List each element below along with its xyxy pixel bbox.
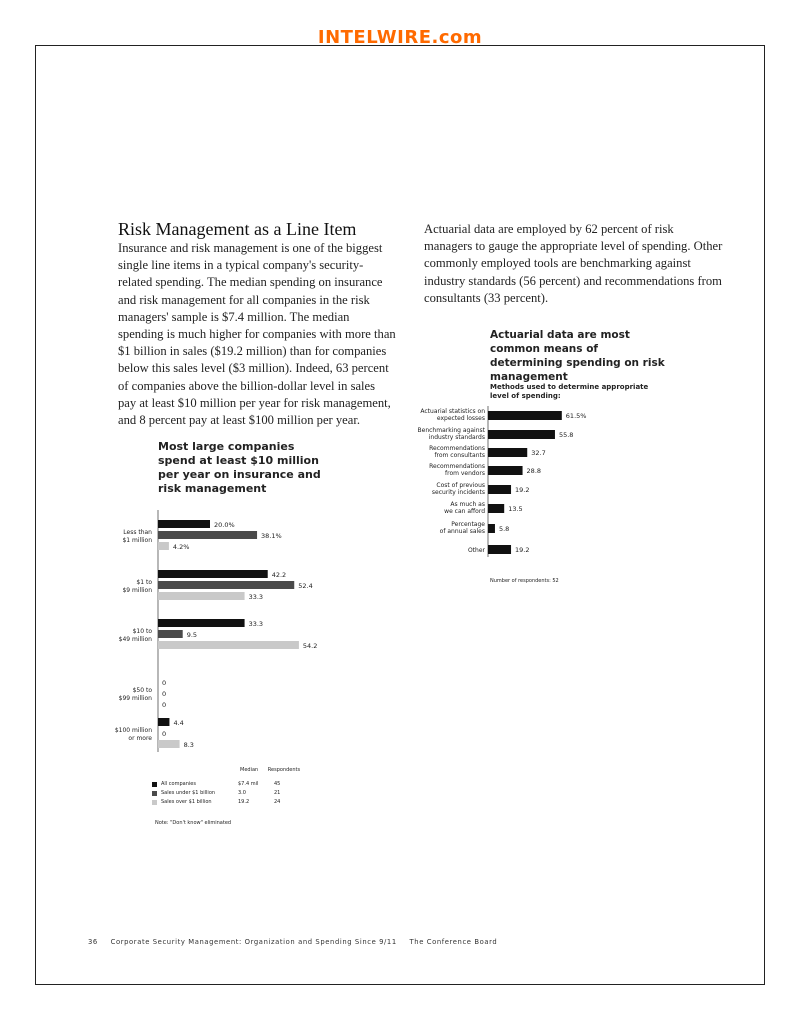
footer-page-number: 36	[88, 938, 98, 946]
chart1-value-label: 38.1%	[261, 532, 282, 540]
chart2-bar	[488, 485, 511, 494]
chart1-value-label: 4.4	[173, 719, 184, 727]
right-paragraph: Actuarial data are employed by 62 percent of risk managers to gauge the appropriate level of spending. Other commonly employed tools are benchmarking against industry standards (56 percent) and recommendations from consultants (33 percent).	[424, 222, 723, 305]
chart1-value-label: 8.3	[183, 741, 194, 749]
legend-respondents: 24	[274, 799, 281, 805]
footer-publication: Corporate Security Management: Organization and Spending Since 9/11	[110, 938, 397, 946]
chart2-value-label: 19.2	[515, 546, 530, 554]
chart2-category-label: of annual sales	[439, 528, 485, 535]
chart2-bar	[488, 545, 511, 554]
section-title: Risk Management as a Line Item	[118, 219, 357, 239]
chart2-value-label: 5.8	[498, 525, 510, 533]
chart2-category-label: we can afford	[444, 508, 485, 515]
chart1-category-label: $9 million	[122, 587, 152, 594]
chart1-value-label: 9.5	[186, 631, 198, 639]
chart2-value-label: 32.7	[531, 449, 546, 457]
legend-median: 3.0	[238, 790, 246, 796]
chart1-category-label: $10 to	[132, 628, 152, 635]
chart1-bar	[158, 740, 180, 748]
chart1-value-label: 4.2%	[172, 543, 190, 551]
chart1-title: Most large companies spend at least $10 million per year on insurance and risk management	[158, 440, 321, 495]
chart1-bar	[158, 520, 210, 528]
chart1-value-label: 52.4	[298, 582, 313, 590]
chart2-title: Actuarial data are most common means of determining spending on risk management	[490, 329, 665, 383]
chart2-bar	[488, 411, 562, 420]
chart1-bar	[158, 542, 169, 550]
legend-row-over	[152, 799, 352, 807]
chart1-bar	[158, 641, 299, 649]
chart1-category-label: $50 to	[132, 687, 152, 694]
chart2-category-label: As much as	[450, 501, 485, 508]
chart2-category-label: Benchmarking against	[417, 427, 485, 434]
chart1-bar	[158, 592, 245, 600]
chart1-bar	[158, 619, 245, 627]
chart2-category-label: industry standards	[428, 434, 485, 441]
chart1-value-label: 0	[162, 701, 167, 709]
chart1-category-label: $1 to	[136, 579, 152, 586]
legend-header-median: Median	[240, 767, 259, 773]
chart2-subtitle: Methods used to determine appropriate level of spending:	[490, 383, 649, 400]
chart2-bar	[488, 448, 527, 457]
legend-name: Sales under $1 billion	[161, 790, 216, 796]
left-paragraph: Insurance and risk management is one of the biggest single line items in a typical company's security-related spending. The median spending on insurance and risk management for all companies in the risk managers' sample is $7.4 million. The median spending is much higher for companies with more than $1 billion in sales ($19.2 million) than for companies below this sales level ($3 million). Indeed, 63 percent of companies above the billion-dollar level in sales pay at least $10 million per year for risk management, and 8 percent pay at least $100 million per year.	[118, 241, 396, 428]
footer-publisher: The Conference Board	[409, 938, 498, 946]
chart2-respondents-note: Number of respondents: 52	[490, 578, 559, 584]
chart1-category-label: $99 million	[118, 695, 152, 702]
chart1-bar	[158, 718, 169, 726]
chart2-category-label: Cost of previous	[436, 482, 485, 489]
chart1-value-label: 33.3	[248, 593, 264, 601]
chart1-value-label: 20.0%	[214, 521, 235, 529]
page-footer	[88, 938, 507, 946]
chart1-value-label: 42.2	[271, 571, 287, 579]
chart1-category-label: Less than	[123, 529, 152, 536]
chart1-category-label: $49 million	[118, 636, 152, 643]
chart2-value-label: 19.2	[515, 486, 530, 494]
legend-respondents: 45	[274, 781, 281, 787]
chart1-bar	[158, 581, 294, 589]
chart2-value-label: 61.5%	[565, 412, 587, 420]
watermark: INTELWIRE.com	[317, 27, 483, 48]
chart2-bar	[488, 466, 523, 475]
chart2-category-label: Actuarial statistics on	[420, 408, 485, 415]
chart1-category-label: $1 million	[122, 537, 152, 544]
chart2-value-label: 28.8	[526, 467, 542, 475]
legend-median: 19.2	[238, 799, 250, 805]
chart1-value-label: 0	[162, 730, 167, 738]
chart1-bar	[158, 531, 257, 539]
legend-respondents: 21	[274, 790, 281, 796]
chart2-category-label: from vendors	[445, 470, 485, 477]
chart2-value-label: 55.8	[558, 431, 574, 439]
legend-swatch-under	[152, 791, 157, 796]
legend-median: $7.4 mil	[238, 781, 259, 787]
chart1-legend-headers	[240, 767, 300, 773]
chart1-value-label: 0	[162, 679, 167, 687]
legend-swatch-over	[152, 800, 157, 805]
chart1-category-label: or more	[128, 735, 152, 742]
chart2-category-label: Recommendations	[429, 463, 485, 470]
chart2-category-label: Other	[467, 547, 485, 554]
chart2-category-label: from consultants	[434, 452, 485, 459]
legend-row-under	[152, 790, 352, 798]
chart2-bar	[488, 524, 495, 533]
chart1-value-label: 0	[162, 690, 167, 698]
chart1-value-label: 54.2	[302, 642, 318, 650]
legend-header-respondents: Respondents	[267, 767, 301, 773]
chart2-category-label: security incidents	[431, 489, 485, 496]
legend-swatch-all	[152, 782, 157, 787]
chart1-category-label: $100 million	[114, 727, 152, 734]
legend-name: Sales over $1 billion	[161, 799, 212, 805]
chart1-bar	[158, 570, 268, 578]
legend-name: All companies	[161, 781, 196, 787]
chart2-value-label: 13.5	[508, 505, 523, 513]
chart1-note: Note: "Don't know" eliminated	[155, 820, 232, 826]
chart2-bar	[488, 430, 555, 439]
chart2-category-label: Recommendations	[429, 445, 485, 452]
chart2-category-label: expected losses	[436, 415, 485, 422]
chart2-category-label: Percentage	[451, 521, 485, 528]
chart1-bar	[158, 630, 183, 638]
chart1-value-label: 33.3	[248, 620, 264, 628]
legend-row-all	[152, 781, 352, 789]
chart2-bar	[488, 504, 504, 513]
